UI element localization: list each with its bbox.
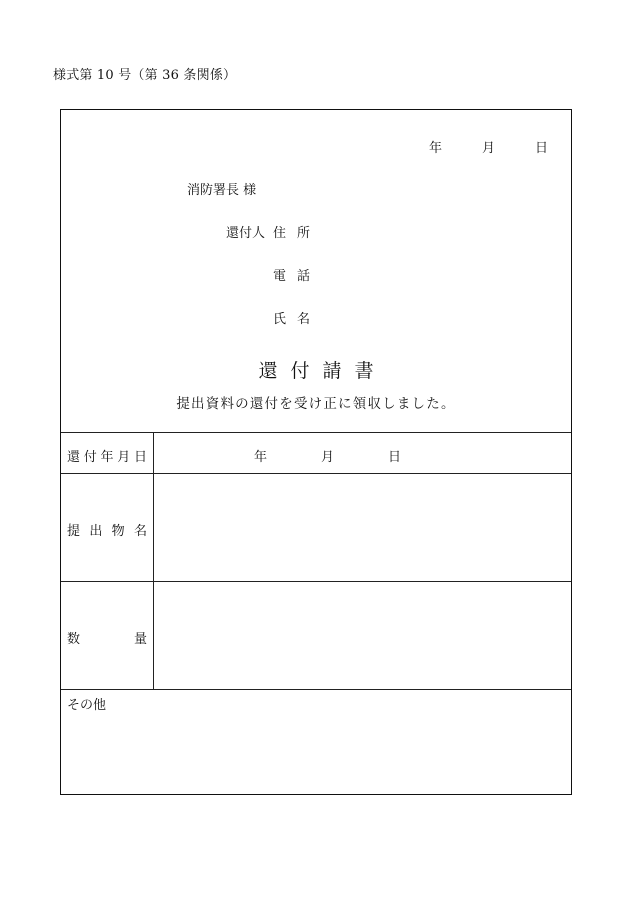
quantity-label	[67, 628, 147, 647]
return-date-label-char: 還	[67, 450, 81, 465]
items-field[interactable]	[154, 474, 570, 581]
return-date-label-char: 付	[83, 450, 97, 465]
return-date-month: 月	[321, 450, 335, 465]
phone-label: 電話	[273, 269, 322, 284]
return-date-day: 日	[388, 450, 402, 465]
items-label	[67, 520, 147, 539]
name-label: 氏名	[273, 312, 322, 327]
addressee: 消防署長 様	[187, 183, 257, 198]
date-month-label: 月	[482, 141, 496, 156]
other-field[interactable]	[61, 690, 571, 794]
divider-return-date-top	[61, 432, 571, 433]
form-frame	[60, 109, 572, 795]
date-year-label: 年	[429, 141, 443, 156]
return-date-label-char: 月	[117, 450, 131, 465]
address-label: 住所	[273, 226, 322, 241]
applicant-label: 還付人	[226, 226, 266, 241]
date-day-label: 日	[535, 141, 549, 156]
other-label: その他	[67, 698, 107, 713]
receipt-statement: 提出資料の還付を受け正に領収しました。	[176, 396, 456, 412]
quantity-label-char: 量	[133, 632, 147, 647]
items-label-char: 提	[67, 524, 81, 539]
return-date-label	[67, 446, 147, 465]
items-label-char: 出	[89, 524, 103, 539]
return-date-year: 年	[254, 450, 268, 465]
quantity-field[interactable]	[154, 582, 570, 689]
return-date-label-char: 年	[100, 450, 114, 465]
items-label-char: 物	[111, 524, 125, 539]
items-label-char: 名	[133, 524, 147, 539]
quantity-label-char: 数	[67, 632, 81, 647]
document-title: 還付請書	[258, 360, 387, 382]
form-number: 様式第 10 号（第 36 条関係）	[53, 68, 237, 83]
return-date-label-char: 日	[133, 450, 147, 465]
